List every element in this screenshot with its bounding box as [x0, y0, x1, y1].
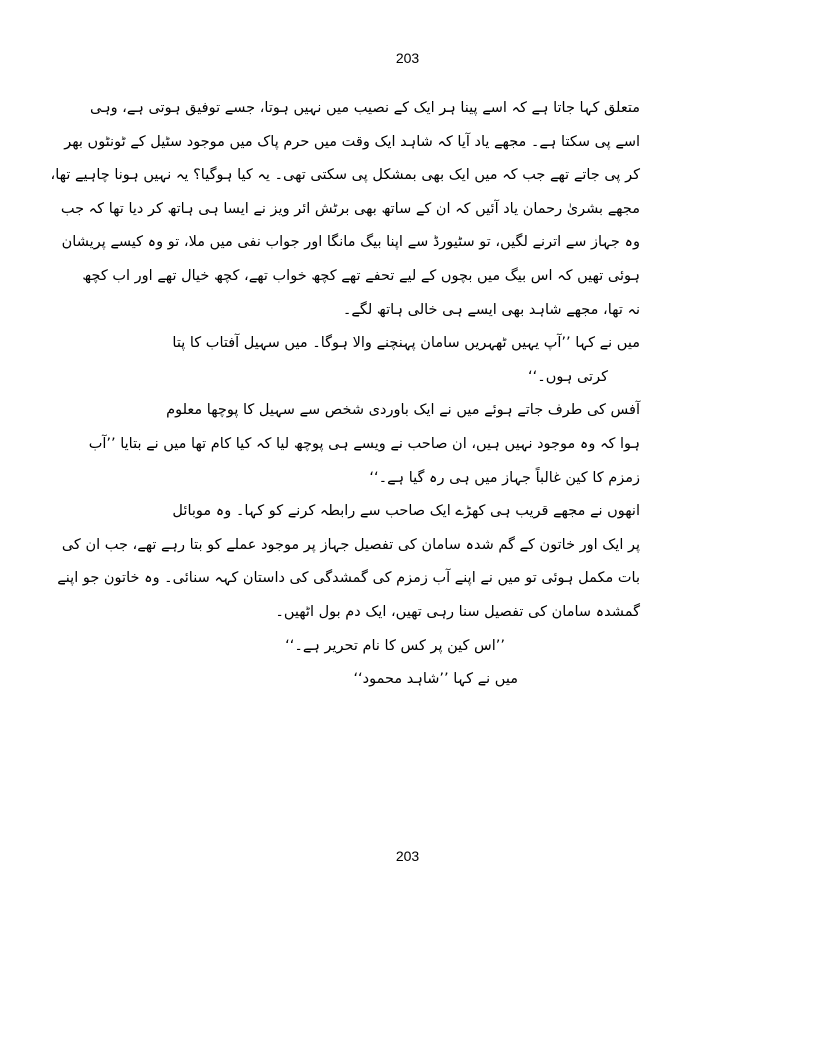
text-line: ’’اس کین پر کس کا نام تحریر ہے۔‘‘ — [285, 637, 505, 654]
text-line: زمزم کا کین غالباً جہاز میں ہی رہ گیا ہے۔‘‘ — [369, 469, 640, 486]
text-line: آفس کی طرف جاتے ہوئے میں نے ایک باوردی شخص سے سہیل کا پوچھا معلوم — [166, 402, 640, 419]
text-line: بات مکمل ہوئی تو میں نے اپنے آب زمزم کی گمشدگی کی داستان کہہ سنائی۔ وہ خاتون جو اپنے — [57, 570, 640, 587]
text-line: میں نے کہا ’’شاہد محمود‘‘ — [353, 671, 518, 688]
page-number-top: 203 — [395, 50, 420, 66]
page-number-bottom: 203 — [395, 848, 420, 864]
text-line: ہوا کہ وہ موجود نہیں ہیں، ان صاحب نے ویسے ہی پوچھ لیا کہ کیا کام تھا میں نے بتایا ’’آب — [88, 435, 640, 452]
body-text — [50, 92, 640, 697]
text-line: ہوئی تھیں کہ اس بیگ میں بچوں کے لیے تحفے تھے کچھ خواب تھے، کچھ خیال تھے اور اب کچھ — [82, 267, 640, 284]
text-line: اسے پی سکتا ہے۔ مجھے یاد آیا کہ شاہد ایک وقت میں حرم پاک میں موجود سٹیل کے ٹونٹوں بھر — [64, 133, 640, 150]
text-line: مجھے بشریٰ رحمان یاد آئیں کہ ان کے ساتھ بھی برٹش ائر ویز نے ایسا ہی ہاتھ کر دیا تھا کہ جب — [60, 200, 640, 217]
text-line: انھوں نے مجھے قریب ہی کھڑے ایک صاحب سے رابطہ کرنے کو کہا۔ وہ موبائل — [172, 503, 640, 520]
text-line: نہ تھا، مجھے شاہد بھی ایسے ہی خالی ہاتھ لگے۔ — [342, 301, 640, 318]
text-line: کر پی جاتے تھے جب کہ میں ایک بھی بمشکل پی سکتی تھی۔ یہ کیا ہوگیا؟ یہ نہیں ہونا چاہیے تھا، — [50, 167, 640, 184]
text-line: وہ جہاز سے اترنے لگیں، تو سٹیورڈ سے اپنا بیگ مانگا اور جواب نفی میں ملا، تو وہ کیسے پریشان — [61, 234, 640, 251]
text-line: متعلق کہا جاتا ہے کہ اسے پینا ہر ایک کے نصیب میں نہیں ہوتا، جسے توفیق ہوتی ہے، وہی — [89, 100, 640, 116]
text-line: کرتی ہوں۔‘‘ — [528, 368, 608, 385]
text-line: میں نے کہا ’’آپ یہیں ٹھہریں سامان پہنچنے والا ہوگا۔ میں سہیل آفتاب کا پتا — [172, 335, 640, 352]
text-line: پر ایک اور خاتون کے گم شدہ سامان کی تفصیل جہاز پر موجود عملے کو بتا رہے تھے، جب ان کی — [61, 536, 640, 553]
text-line: گمشدہ سامان کی تفصیل سنا رہی تھیں، ایک دم بول اٹھیں۔ — [275, 603, 640, 620]
